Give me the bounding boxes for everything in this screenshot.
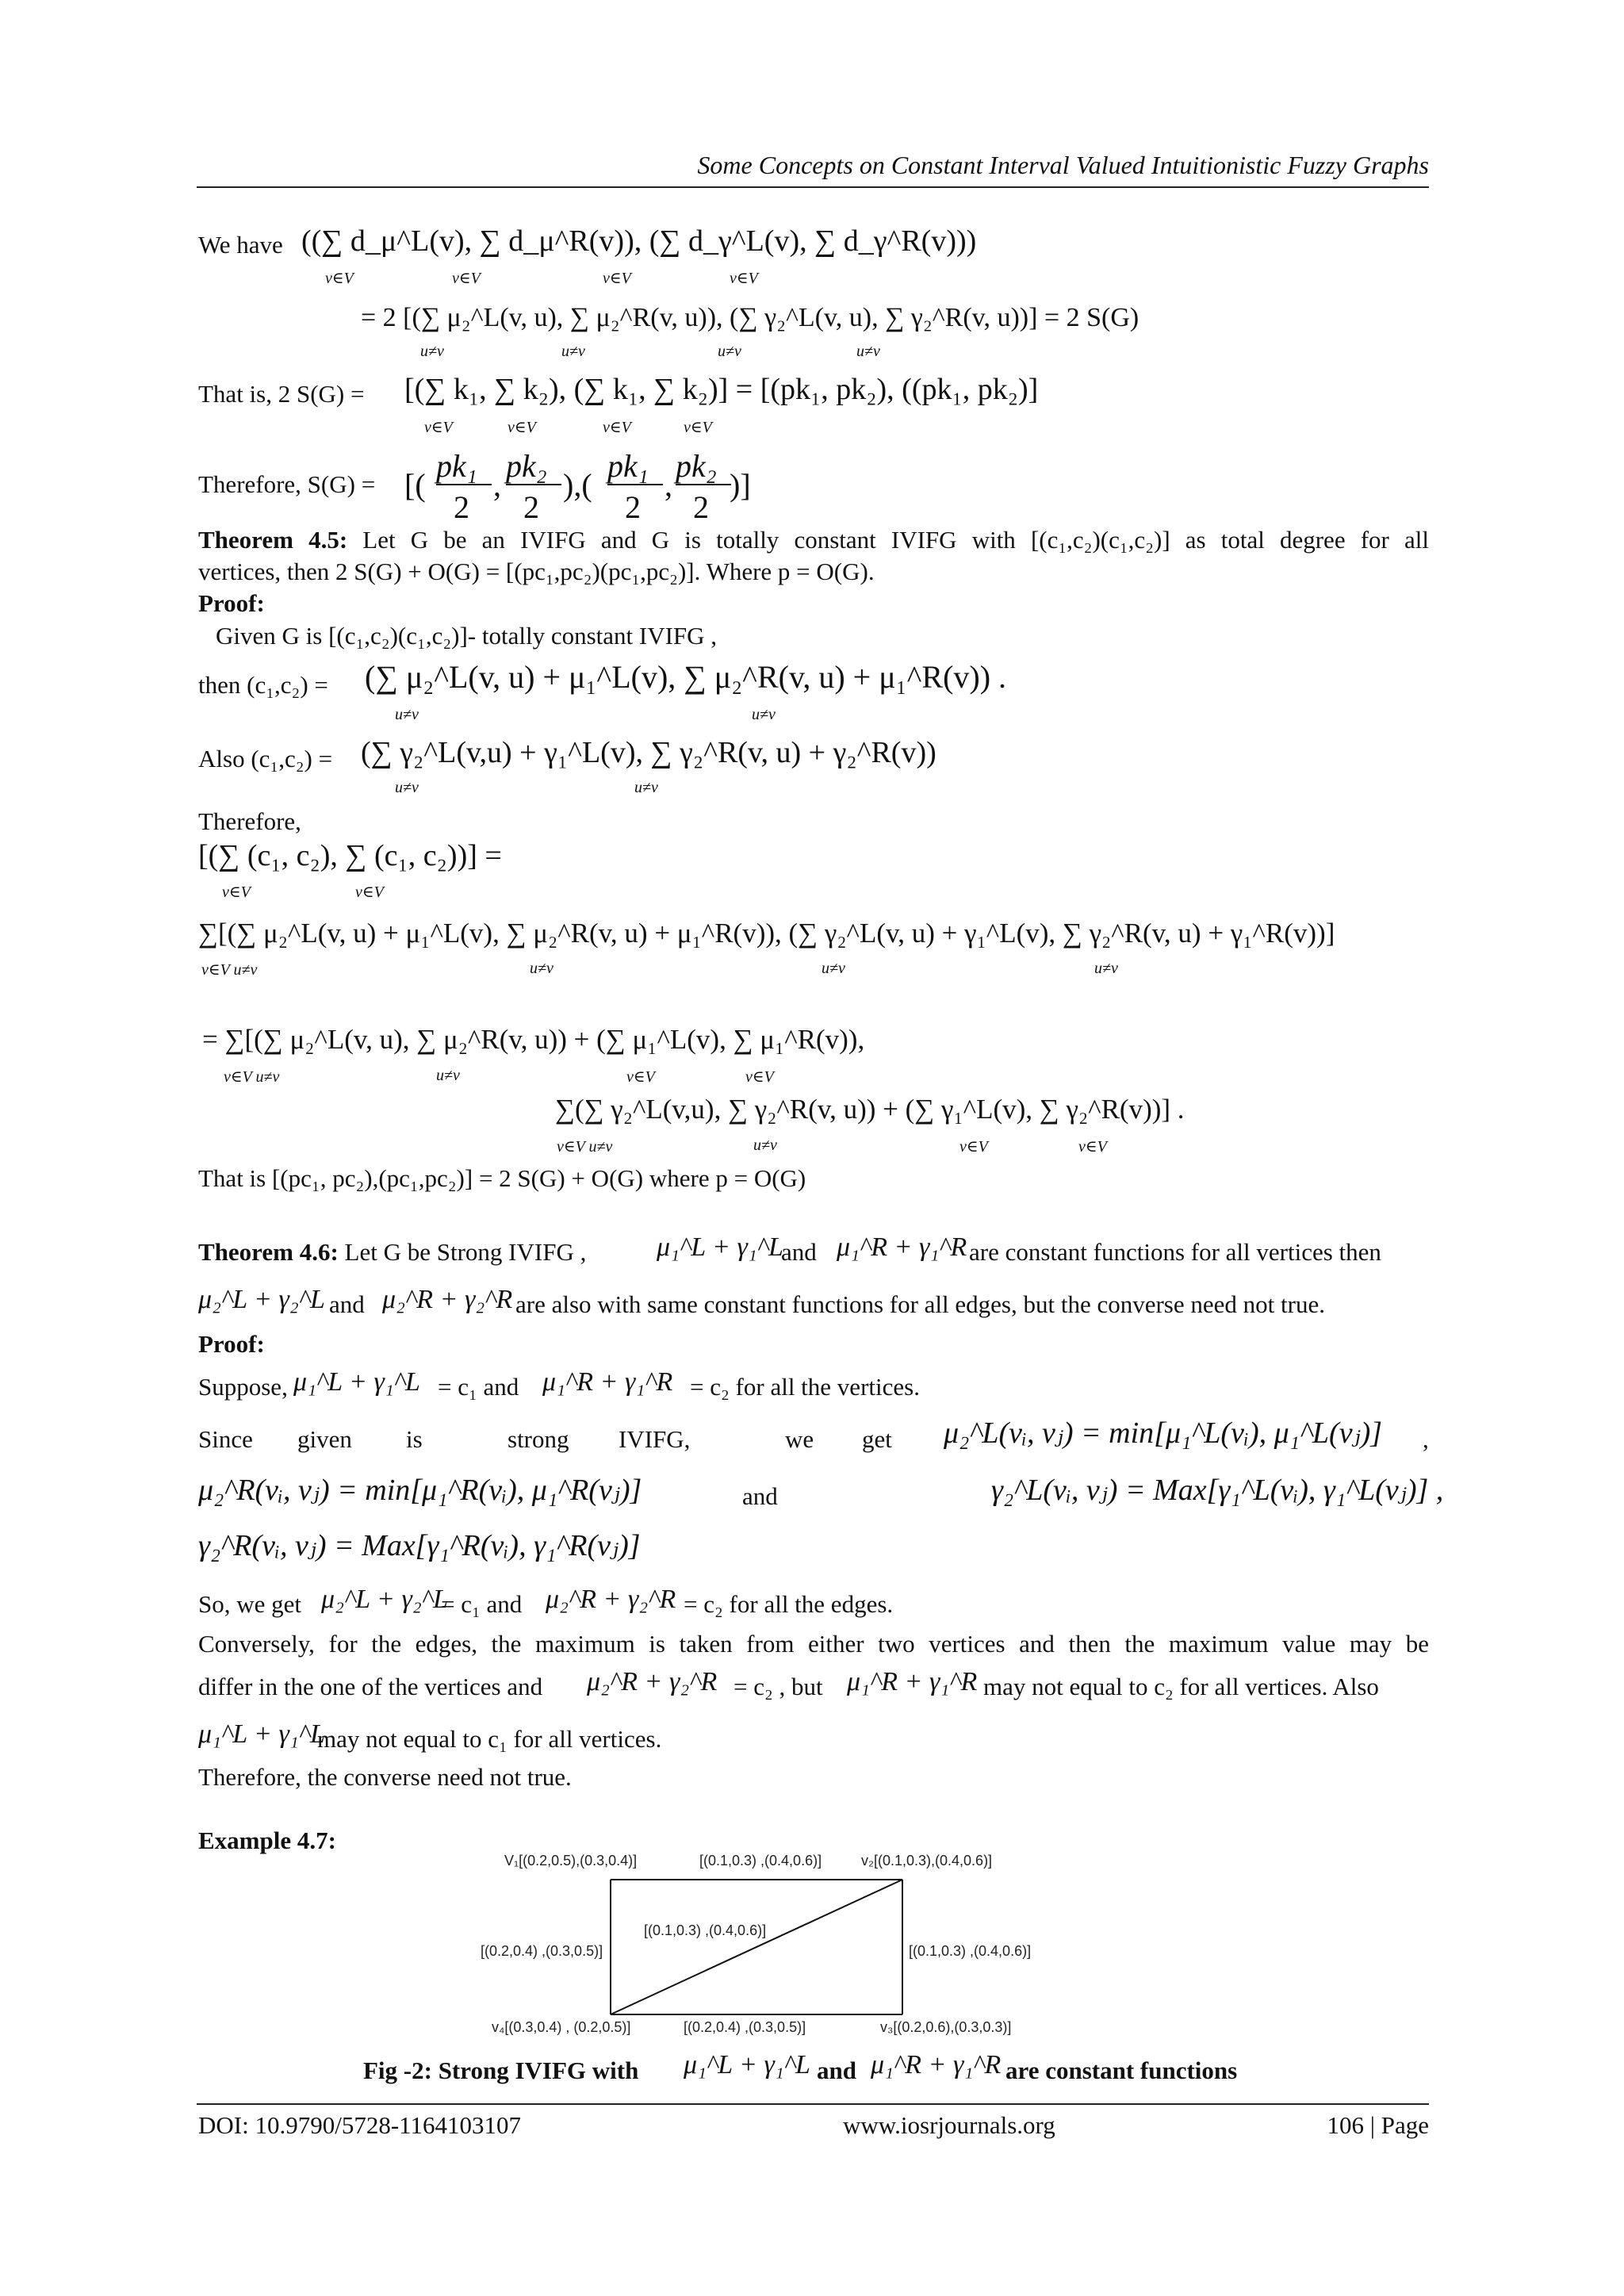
sum-subscript: v∈V (603, 270, 631, 287)
sum-subscript: u≠v (1094, 960, 1118, 977)
word: strong (508, 1425, 569, 1453)
caption-expr-R: μ₁^R + γ₁^R (871, 2050, 1002, 2079)
text-we-have: We have (198, 231, 283, 259)
sum-subscript: u≠v (395, 779, 419, 796)
sum-subscript: v∈V (1078, 1138, 1107, 1156)
text-conversely: Conversely, for the edges, the maximum is taken from either two vertices and then the maximum value may be (198, 1630, 1429, 1658)
footer-website: www.iosrjournals.org (843, 2111, 1055, 2139)
expr-mu2L-gamma2L: μ₂^L + γ₂^L (198, 1285, 325, 1314)
equation-expand-3: ∑(∑ γ₂^L(v,u), ∑ γ₂^R(v, u)) + (∑ γ₁^L(v), ∑ γ₂^R(v))] . (555, 1094, 1185, 1125)
expr-mu1R-gamma1R: μ₁^R + γ₁^R (847, 1667, 978, 1696)
theorem-text: Let G be Strong IVIFG , (338, 1238, 587, 1266)
expr-mu1R-gamma1R: μ₁^R + γ₁^R (542, 1367, 673, 1397)
sum-subscript: v∈V u≠v (224, 1068, 280, 1086)
header-rule (197, 186, 1429, 188)
expr-mu1L-gamma1L: μ₁^L + γ₁^L (657, 1232, 783, 1262)
text-and: and (742, 1482, 778, 1510)
equation-2S: = 2 [(∑ μ₂^L(v, u), ∑ μ₂^R(v, u)), (∑ γ₂^L(v, u), ∑ γ₂^R(v, u))] = 2 S(G) (361, 303, 1139, 332)
edge-bottom-label: [(0.2,0.4) ,(0.3,0.5)] (684, 2019, 806, 2035)
equation-c-gamma: (∑ γ₂^L(v,u) + γ₁^L(v), ∑ γ₂^R(v, u) + γ₂^R(v)) (361, 736, 936, 769)
theorem-4-5 (198, 525, 1429, 555)
sum-subscript: v∈V (603, 419, 631, 436)
sum-subscript: u≠v (530, 960, 553, 977)
graph-figure (468, 1848, 1071, 2046)
edge-top-label: [(0.1,0.3) ,(0.4,0.6)] (699, 1853, 822, 1869)
sum-subscript: v∈V (452, 270, 481, 287)
vertex-v1-label: V₁[(0.2,0.5),(0.3,0.4)] (504, 1853, 638, 1869)
expr-mu1L-gamma1L: μ₁^L + γ₁^L (293, 1367, 420, 1397)
figure-caption: Fig -2: Strong IVIFG with (363, 2056, 639, 2084)
text-given: Given G is [(c₁,c₂)(c₁,c₂)]- totally constant IVIFG , (216, 622, 718, 650)
equation-S-fraction: [( pk₁ 2 , pk₂ 2 ),( pk₁ 2 , pk₂ 2 )] (404, 448, 751, 525)
equation-2S-k: [(∑ k₁, ∑ k₂), (∑ k₁, ∑ k₂)] = [(pk₁, pk₂), ((pk₁, pk₂)] (404, 373, 1039, 406)
equation-mu2R-min: μ₂^R(vᵢ, vⱼ) = min[μ₁^R(vᵢ), μ₁^R(vⱼ)] (198, 1474, 642, 1507)
text-not-equal-c1: may not equal to c₁ for all vertices. (317, 1725, 662, 1753)
equation-c-mu: (∑ μ₂^L(v, u) + μ₁^L(v), ∑ μ₂^R(v, u) + μ₁^R(v)) . (365, 659, 1007, 695)
fraction-denominator: 2 (523, 489, 539, 525)
text-eq-c1: = c₁ and (441, 1590, 523, 1618)
text-so-we-get: So, we get (198, 1590, 302, 1618)
proof-heading: Proof: (198, 1330, 265, 1358)
theorem-text: are also with same constant functions for all edges, but the converse need not true. (515, 1290, 1325, 1318)
theorem-text: Let G be an IVIFG and G is totally constant IVIFG with [(c₁,c₂)(c₁,c₂)] as total degree for all (347, 526, 1429, 554)
vertex-v2-label: v₂[(0.1,0.3),(0.4,0.6)] (861, 1853, 993, 1869)
footer-rule (197, 2103, 1429, 2105)
sum-subscript: u≠v (752, 706, 776, 723)
text-not-equal-c2: may not equal to c₂ for all vertices. Also (983, 1673, 1379, 1700)
running-header: Some Concepts on Constant Interval Valued Intuitionistic Fuzzy Graphs (697, 151, 1429, 179)
sum-subscript: v∈V (684, 419, 712, 436)
word: is (406, 1425, 423, 1453)
text-also: Also (c₁,c₂) = (198, 745, 333, 772)
sum-subscript: v∈V (745, 1068, 774, 1086)
sum-subscript: v∈V (325, 270, 354, 287)
word: IVIFG, (619, 1425, 691, 1453)
fraction-numerator: pk₁ (607, 448, 649, 484)
sum-subscript: v∈V (730, 270, 758, 287)
sum-subscript: u≠v (718, 343, 741, 360)
theorem-label: Theorem 4.5: (198, 526, 348, 554)
fraction-denominator: 2 (454, 489, 469, 525)
text-eq-c2: = c₂ for all the edges. (684, 1590, 894, 1618)
word: get (862, 1425, 892, 1453)
expr-mu2L-gamma2L: μ₂^L + γ₂^L (321, 1585, 448, 1614)
equation-expand-1: ∑[(∑ μ₂^L(v, u) + μ₁^L(v), ∑ μ₂^R(v, u) + μ₁^R(v)), (∑ γ₂^L(v, u) + γ₁^L(v), ∑ γ₂^R(v, u) + γ₁^R(v))] (198, 918, 1335, 949)
theorem-label: Theorem 4.6: (198, 1238, 339, 1266)
sum-subscript: u≠v (420, 343, 444, 360)
edge-diagonal-label: [(0.1,0.3) ,(0.4,0.6)] (644, 1922, 767, 1938)
example-heading: Example 4.7: (198, 1826, 336, 1854)
expr-mu2R-gamma2R: μ₂^R + γ₂^R (587, 1667, 718, 1696)
sum-subscript: v∈V (222, 884, 251, 901)
edge-diagonal (611, 1880, 902, 2014)
sum-subscript: u≠v (634, 779, 658, 796)
text-that-is: That is, 2 S(G) = (198, 380, 365, 408)
fraction-denominator: 2 (625, 489, 641, 525)
text-therefore: Therefore, (198, 807, 301, 835)
equation-degree-sums: ((∑ d_μ^L(v), ∑ d_μ^R(v)), (∑ d_γ^L(v), ∑ d_γ^R(v))) (301, 224, 977, 258)
proof-heading: Proof: (198, 589, 265, 617)
equation-expand-2: = ∑[(∑ μ₂^L(v, u), ∑ μ₂^R(v, u)) + (∑ μ₁^L(v), ∑ μ₁^R(v)), (202, 1024, 865, 1055)
sum-subscript: v∈V (508, 419, 536, 436)
equation-gamma2R-max: γ₂^R(vᵢ, vⱼ) = Max[γ₁^R(vᵢ), γ₁^R(vⱼ)] (198, 1529, 641, 1562)
text-and: and (781, 1238, 817, 1266)
text-suppose: Suppose, (198, 1373, 288, 1401)
text-therefore-S: Therefore, S(G) = (198, 470, 376, 498)
sum-subscript: v∈V (424, 419, 453, 436)
sum-subscript: v∈V u≠v (557, 1138, 613, 1156)
text-comma: , (1423, 1425, 1429, 1453)
word: Since (198, 1425, 253, 1453)
edge-right-label: [(0.1,0.3) ,(0.4,0.6)] (909, 1943, 1032, 1959)
sum-subscript: u≠v (753, 1137, 777, 1154)
vertex-v3-label: v₃[(0.2,0.6),(0.3,0.3)] (880, 2019, 1012, 2035)
theorem-text: are constant functions for all vertices then (969, 1238, 1381, 1266)
expr-mu1R-gamma1R: μ₁^R + γ₁^R (837, 1232, 967, 1262)
sum-subscript: v∈V u≠v (201, 961, 258, 979)
expr-mu2R-gamma2R: μ₂^R + γ₂^R (382, 1285, 513, 1314)
footer-doi: DOI: 10.9790/5728-1164103107 (198, 2111, 521, 2139)
sum-subscript: u≠v (822, 960, 845, 977)
caption-tail: are constant functions (1005, 2056, 1238, 2084)
text-eq-c2: = c₂ for all the vertices. (690, 1373, 920, 1401)
caption-expr-L: μ₁^L + γ₁^L (684, 2050, 810, 2079)
fraction-numerator: pk₁ (436, 448, 477, 484)
footer-page-number: 106 | Page (1327, 2111, 1429, 2139)
sum-subscript: u≠v (561, 343, 585, 360)
fraction-numerator: pk₂ (676, 448, 717, 484)
sum-subscript: u≠v (395, 706, 419, 723)
fraction-denominator: 2 (693, 489, 709, 525)
word: given (297, 1425, 352, 1453)
text-then: then (c₁,c₂) = (198, 671, 328, 699)
sum-subscript: v∈V (626, 1068, 655, 1086)
text-differ: differ in the one of the vertices and (198, 1673, 543, 1700)
expr-mu2R-gamma2R: μ₂^R + γ₂^R (546, 1585, 676, 1614)
caption-and: and (817, 2056, 856, 2084)
text-converse-not-true: Therefore, the converse need not true. (198, 1763, 572, 1791)
text-and: and (329, 1290, 365, 1318)
fraction-numerator: pk₂ (506, 448, 547, 484)
text-eq-c1: = c₁ and (438, 1373, 519, 1401)
sum-subscript: v∈V (355, 884, 384, 901)
equation-sum-c: [(∑ (c₁, c₂), ∑ (c₁, c₂))] = (198, 839, 502, 872)
sum-subscript: u≠v (436, 1067, 460, 1084)
edge-left-label: [(0.2,0.4) ,(0.3,0.5)] (481, 1943, 603, 1959)
equation-gamma2L-max: γ₂^L(vᵢ, vⱼ) = Max[γ₁^L(vᵢ), γ₁^L(vⱼ)] , (991, 1474, 1444, 1507)
sum-subscript: v∈V (959, 1138, 988, 1156)
text-eq-c2: = c₂ , but (733, 1673, 823, 1700)
word: we (785, 1425, 814, 1453)
expr-mu1L-gamma1L: μ₁^L + γ₁^L (198, 1719, 325, 1749)
sum-subscript: u≠v (856, 343, 880, 360)
theorem-4-6 (198, 1237, 586, 1267)
vertex-v4-label: v₄[(0.3,0.4) , (0.2,0.5)] (492, 2019, 631, 2035)
equation-mu2L-min: μ₂^L(vᵢ, vⱼ) = min[μ₁^L(vᵢ), μ₁^L(vⱼ)] (944, 1416, 1383, 1450)
text-that-is-result: That is [(pc₁, pc₂),(pc₁,pc₂)] = 2 S(G) + O(G) where p = O(G) (198, 1164, 806, 1192)
theorem-4-5-cont: vertices, then 2 S(G) + O(G) = [(pc₁,pc₂)(pc₁,pc₂)]. Where p = O(G). (198, 558, 875, 585)
